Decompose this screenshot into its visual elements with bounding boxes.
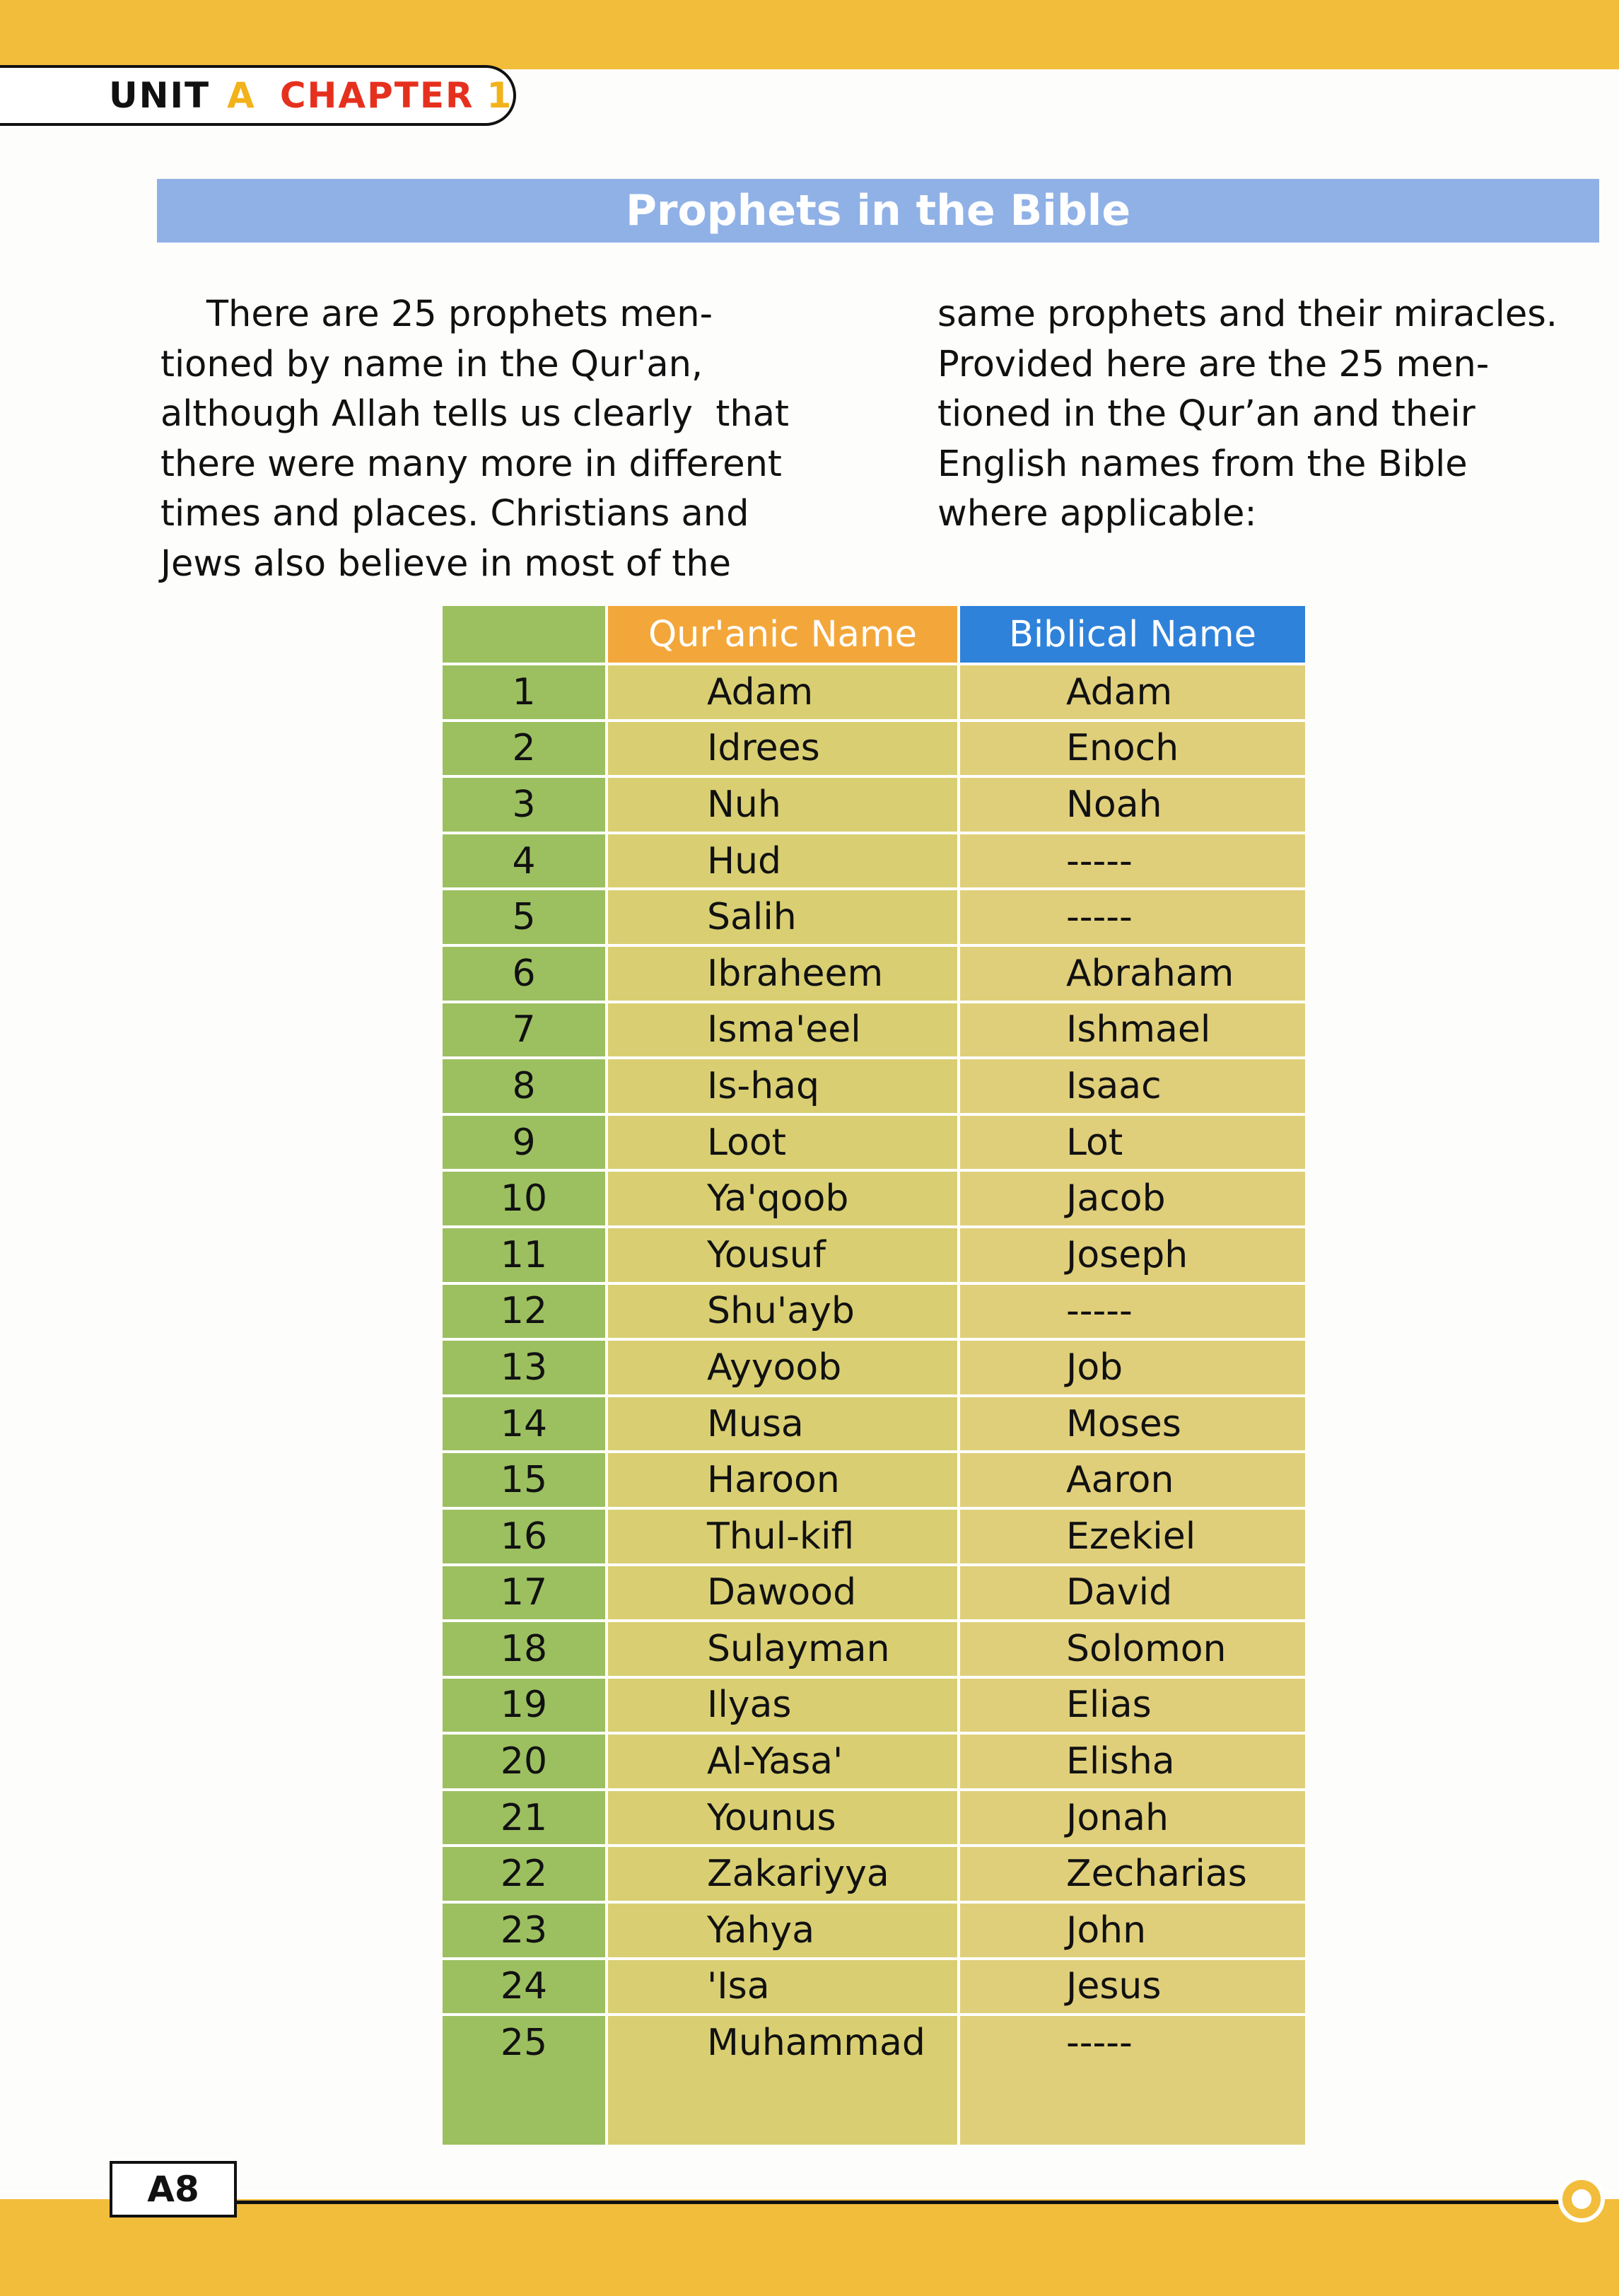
biblical-name-cell: Aaron	[1066, 1459, 1174, 1502]
intro-paragraph-left: There are 25 prophets men- tioned by name in the Qur'an, although Allah tells us clearly that there were many more in different times and places. Christians and Jews also believe in most of the	[160, 293, 789, 585]
quranic-name-cell: Hud	[707, 839, 782, 882]
number-cell: 16	[500, 1515, 548, 1558]
biblical-name-cell: -----	[1066, 896, 1133, 939]
table-row	[443, 1282, 1305, 1339]
corner-ornament-icon	[1552, 2169, 1611, 2229]
number-cell: 22	[500, 1853, 548, 1896]
column-divider	[605, 606, 608, 2145]
quranic-name-cell: Sulayman	[707, 1627, 890, 1670]
biblical-name-cell: Jesus	[1066, 1965, 1162, 2008]
biblical-name-cell: David	[1066, 1571, 1173, 1614]
quranic-name-cell: Ya'qoob	[707, 1177, 849, 1220]
number-cell: 13	[500, 1346, 548, 1389]
number-cell: 1	[512, 670, 536, 713]
bottom-color-band	[0, 2199, 1619, 2296]
table-row	[443, 775, 1305, 832]
table-row	[443, 1844, 1305, 1901]
quranic-name-cell: Nuh	[707, 783, 781, 826]
table-row	[443, 2013, 1305, 2070]
biblical-name-cell: Lot	[1066, 1121, 1123, 1164]
biblical-name-cell: Ezekiel	[1066, 1515, 1196, 1558]
biblical-name-cell: John	[1066, 1909, 1147, 1952]
table-row	[443, 1450, 1305, 1507]
biblical-name-cell: Jacob	[1066, 1177, 1166, 1220]
biblical-name-cell: Zecharias	[1066, 1853, 1247, 1896]
table-row	[443, 1338, 1305, 1394]
section-title: Prophets in the Bible	[625, 186, 1131, 235]
table-row	[443, 1901, 1305, 1957]
table-row	[443, 1619, 1305, 1676]
quranic-name-cell: Younus	[707, 1796, 836, 1839]
number-cell: 4	[512, 839, 536, 882]
quranic-name-cell: Ibraheem	[707, 952, 884, 995]
number-cell: 5	[512, 896, 536, 939]
table-row	[443, 1113, 1305, 1170]
biblical-name-cell: Noah	[1066, 783, 1162, 826]
table-row	[443, 832, 1305, 888]
table-row	[443, 663, 1305, 719]
number-cell: 19	[500, 1684, 548, 1727]
biblical-name-cell: -----	[1066, 2022, 1133, 2065]
number-cell: 7	[512, 1008, 536, 1051]
table-row	[443, 1001, 1305, 1057]
biblical-name-cell: Isaac	[1066, 1064, 1162, 1107]
intro-paragraph-right: same prophets and their miracles. Provided here are the 25 men- tioned in the Qur’an and their English names from the Bible where applicable:	[937, 293, 1558, 535]
prophets-table	[443, 606, 1305, 2145]
number-cell: 11	[500, 1233, 548, 1276]
quranic-name-cell: Loot	[707, 1121, 787, 1164]
quranic-name-cell: Isma'eel	[707, 1008, 861, 1051]
table-row	[443, 1507, 1305, 1563]
number-cell: 18	[500, 1627, 548, 1670]
biblical-name-cell: Joseph	[1066, 1233, 1188, 1276]
footer-rule	[237, 2201, 1566, 2204]
quranic-name-cell: Haroon	[707, 1459, 840, 1502]
table-row	[443, 1732, 1305, 1788]
number-cell: 21	[500, 1796, 548, 1839]
biblical-name-cell: Elias	[1066, 1684, 1152, 1727]
number-cell: 8	[512, 1064, 536, 1107]
quranic-name-cell: Adam	[707, 670, 814, 713]
biblical-name-cell: -----	[1066, 1290, 1133, 1333]
biblical-name-cell: Elisha	[1066, 1740, 1175, 1783]
quranic-name-cell: Ilyas	[707, 1684, 792, 1727]
number-cell: 12	[500, 1290, 548, 1333]
table-row	[443, 1676, 1305, 1732]
unit-letter: A	[227, 75, 256, 116]
biblical-name-cell: Solomon	[1066, 1627, 1227, 1670]
chapter-label: CHAPTER	[279, 75, 474, 116]
biblical-name-cell: Job	[1066, 1346, 1123, 1389]
number-cell: 3	[512, 783, 536, 826]
number-cell: 6	[512, 952, 536, 995]
number-cell: 2	[512, 727, 536, 770]
quranic-name-cell: Dawood	[707, 1571, 857, 1614]
biblical-name-cell: Adam	[1066, 670, 1173, 713]
quranic-name-cell: Is-haq	[707, 1064, 820, 1107]
biblical-name-cell: Ishmael	[1066, 1008, 1211, 1051]
table-row	[443, 1563, 1305, 1620]
quranic-name-cell: Musa	[707, 1402, 804, 1445]
chapter-number: 1	[486, 75, 513, 116]
table-row	[443, 1225, 1305, 1282]
biblical-name-cell: Enoch	[1066, 727, 1179, 770]
table-row	[443, 1056, 1305, 1113]
table-row	[443, 1788, 1305, 1845]
biblical-name-cell: Jonah	[1066, 1796, 1169, 1839]
quranic-name-cell: Muhammad	[707, 2022, 925, 2065]
quranic-name-cell: Idrees	[707, 727, 820, 770]
table-row	[443, 1394, 1305, 1451]
table-body	[443, 663, 1305, 2070]
unit-label: UNIT	[109, 75, 211, 116]
page-number: A8	[110, 2161, 237, 2218]
number-cell: 17	[500, 1571, 548, 1614]
column-divider	[957, 606, 960, 2145]
quranic-name-cell: 'Isa	[707, 1965, 770, 2008]
number-cell: 10	[500, 1177, 548, 1220]
quranic-name-cell: Al-Yasa'	[707, 1740, 843, 1783]
table-row	[443, 719, 1305, 776]
table-row	[443, 1169, 1305, 1225]
quranic-name-cell: Thul-kifl	[707, 1515, 855, 1558]
number-cell: 15	[500, 1459, 548, 1502]
number-cell: 23	[500, 1909, 548, 1952]
top-color-band	[0, 0, 1619, 69]
number-cell: 25	[500, 2022, 548, 2065]
section-title-banner	[157, 179, 1599, 243]
quranic-name-header: Qur'anic Name	[608, 606, 957, 663]
biblical-name-cell: Abraham	[1066, 952, 1234, 995]
table-row	[443, 944, 1305, 1001]
unit-chapter-tab	[0, 65, 516, 126]
biblical-name-cell: -----	[1066, 839, 1133, 882]
number-cell: 9	[512, 1121, 536, 1164]
number-cell: 20	[500, 1740, 548, 1783]
quranic-name-cell: Shu'ayb	[707, 1290, 855, 1333]
quranic-name-cell: Yousuf	[707, 1233, 826, 1276]
biblical-name-cell: Moses	[1066, 1402, 1181, 1445]
table-row	[443, 1957, 1305, 2014]
quranic-name-cell: Zakariyya	[707, 1853, 889, 1896]
quranic-name-cell: Salih	[707, 896, 797, 939]
number-cell: 14	[500, 1402, 548, 1445]
quranic-name-cell: Yahya	[707, 1909, 815, 1952]
quranic-name-cell: Ayyoob	[707, 1346, 842, 1389]
number-cell: 24	[500, 1965, 548, 2008]
table-row	[443, 887, 1305, 944]
biblical-name-header: Biblical Name	[960, 606, 1305, 663]
